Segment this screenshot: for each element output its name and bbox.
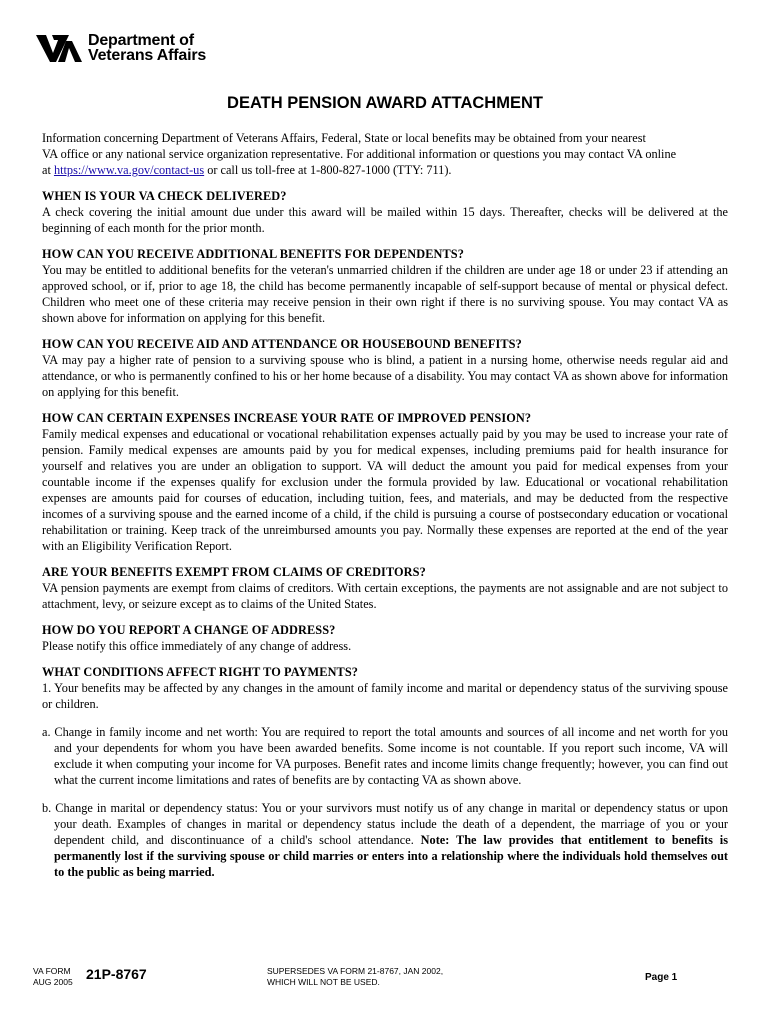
page-title: DEATH PENSION AWARD ATTACHMENT: [227, 94, 543, 112]
conditions-item-a: a. Change in family income and net worth: You are required to report the total amounts and sources of all income and net worth for you and your dependents for whom you have been awarded benefits. Some income is not countable. If you report such income, VA will exclude it when computing your income for VA purposes. Benefit rates and income limits change frequently; however, you can find out what the current income limitations and rates of benefits are by contacting VA as shown above.: [42, 725, 728, 787]
section-dependents: [42, 246, 728, 326]
supersedes-line-1: SUPERSEDES VA FORM 21-8767, JAN 2002,: [267, 966, 444, 976]
supersedes-note: [267, 966, 443, 988]
form-label-line-2: AUG 2005: [33, 977, 73, 987]
va-seal-icon: [36, 33, 82, 63]
section-heading: ARE YOUR BENEFITS EXEMPT FROM CLAIMS OF CREDITORS?: [42, 565, 426, 579]
logo-line-2: Veterans Affairs: [88, 47, 207, 64]
conditions-item-b-note: Note: The law provides that entitlement to benefits is permanently lost if the surviving spouse or child marries or enters into a relationship where the individuals hold themselves out to the public as being married.: [54, 833, 728, 879]
section-heading: WHEN IS YOUR VA CHECK DELIVERED?: [42, 189, 287, 203]
section-change-of-address: [42, 622, 728, 654]
section-heading: HOW CAN CERTAIN EXPENSES INCREASE YOUR RATE OF IMPROVED PENSION?: [42, 411, 532, 425]
intro-line-1: Information concerning Department of Veterans Affairs, Federal, State or local benefits may be obtained from your nearest: [42, 131, 646, 145]
section-body: Please notify this office immediately of any change of address.: [42, 639, 352, 653]
form-footer: [0, 964, 770, 994]
form-label-line-1: VA FORM: [33, 966, 71, 976]
conditions-item-1: 1. Your benefits may be affected by any changes in the amount of family income and marital or dependency status of the surviving spouse or children.: [42, 681, 728, 711]
form-label: [33, 966, 73, 988]
section-heading: HOW DO YOU REPORT A CHANGE OF ADDRESS?: [42, 623, 336, 637]
section-conditions: [42, 664, 728, 880]
section-body: You may be entitled to additional benefits for the veteran's unmarried children if the children are under age 18 or under 23 if attending an approved school, or if, prior to age 18, the child has become permanently incapable of self-support because of mental or physical defect. Children who meet one of these criteria may receive pension in their own right if there is no surviving spouse. You may contact VA as shown above for information on applying for this benefit.: [42, 263, 728, 325]
section-creditors: [42, 564, 728, 612]
section-heading: HOW CAN YOU RECEIVE AID AND ATTENDANCE OR HOUSEBOUND BENEFITS?: [42, 337, 522, 351]
section-heading: WHAT CONDITIONS AFFECT RIGHT TO PAYMENTS?: [42, 665, 359, 679]
conditions-item-b: [42, 800, 728, 880]
logo-line-1: Department of: [88, 32, 194, 49]
va-logo: [36, 33, 206, 63]
section-expenses: [42, 410, 728, 554]
conditions-item-b-text: b. Change in marital or dependency status: You or your survivors must notify us of any change in marital or dependency status or upon your death. Examples of changes in marital or dependency status include the death of a dependent, the marriage of you or your dependent child, and discontinuance of a child's school attendance.: [42, 801, 728, 847]
section-heading: HOW CAN YOU RECEIVE ADDITIONAL BENEFITS FOR DEPENDENTS?: [42, 247, 464, 261]
section-body: VA pension payments are exempt from claims of creditors. With certain exceptions, the payments are not assignable and are not subject to attachment, levy, or seizure except as to claims of the United States.: [42, 581, 728, 611]
section-body: A check covering the initial amount due under this award will be mailed within 15 days. Thereafter, checks will be delivered at the beginning of each month for the prior month.: [42, 205, 728, 235]
intro-paragraph: [42, 130, 728, 178]
section-aid-attendance: [42, 336, 728, 400]
contact-link[interactable]: https://www.va.gov/contact-us: [53, 163, 205, 177]
form-number: 21P-8767: [86, 966, 147, 982]
section-body: Family medical expenses and educational or vocational rehabilitation expenses actually paid by you may be used to increase your rate of pension. Family medical expenses are amounts paid by you for medical expenses, including premiums paid for health insurance for yourself and relatives you are under an obligation to support. VA will deduct the amount you paid for medical expenses from your countable income if the expenses qualify for exclusion under the formula provided by law. Educational or vocational rehabilitation expenses are amounts paid for courses of education, including tuition, fees, and materials, and may be deducted from the respective incomes of a surviving spouse and the earned income of a child, if the child is pursuing a course of postsecondary education or vocational rehabilitation or training. Keep track of the unreimbursed amounts you pay. Normally these expenses are reported at the end of the year with an Eligibility Verification Report.: [42, 427, 728, 553]
intro-line-3-prefix: at: [42, 163, 51, 177]
intro-line-2: VA office or any national service organization representative. For additional information or questions you may contact VA online: [42, 147, 677, 161]
document-body: [42, 130, 728, 890]
intro-line-3-suffix: or call us toll-free at 1-800-827-1000 (TTY: 711).: [207, 163, 452, 177]
supersedes-line-2: WHICH WILL NOT BE USED.: [267, 977, 380, 987]
section-check-delivery: [42, 188, 728, 236]
page-number: Page 1: [645, 972, 678, 983]
section-body: VA may pay a higher rate of pension to a surviving spouse who is blind, a patient in a nursing home, otherwise needs regular aid and attendance, or who is permanently confined to his or her home because of a disability. You may contact VA as shown above for information on applying for this benefit.: [42, 353, 728, 399]
